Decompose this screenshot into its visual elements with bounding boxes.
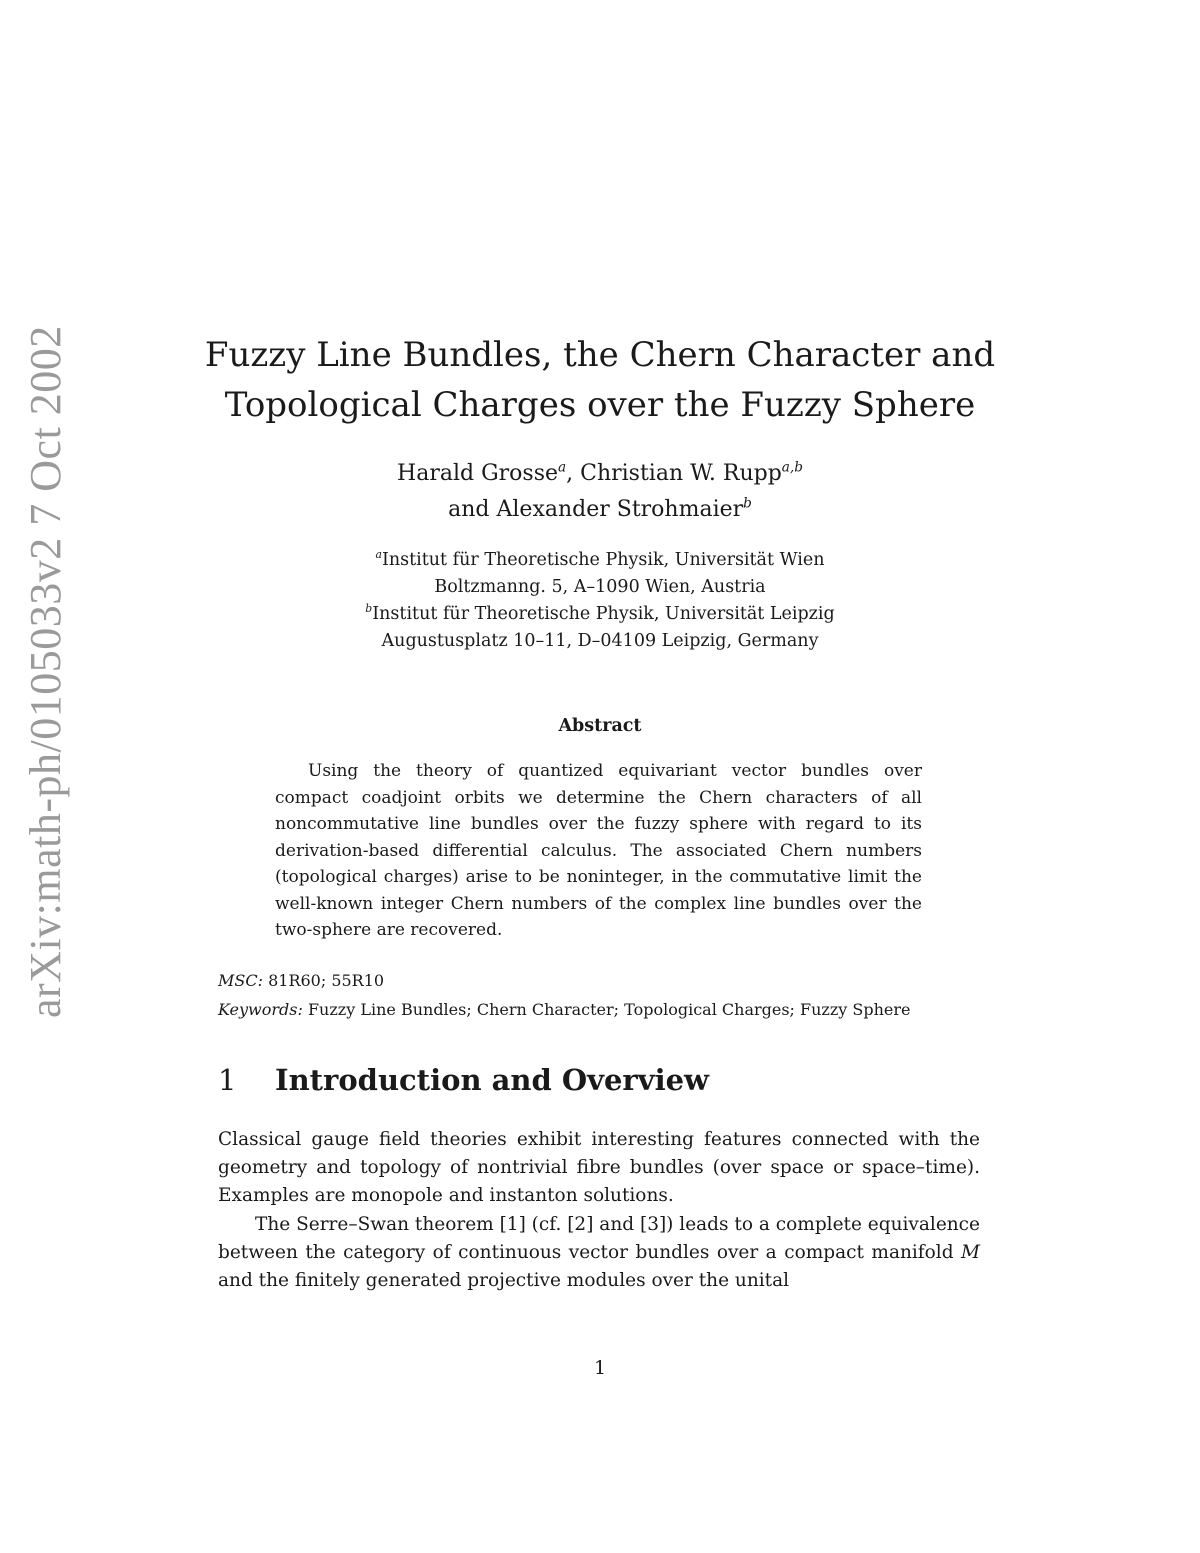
math-variable: M [961,1242,980,1264]
keywords-label: Keywords: [218,1000,303,1019]
keywords-value: Fuzzy Line Bundles; Chern Character; Topological Charges; Fuzzy Sphere [307,1000,911,1019]
body-paragraph-2: The Serre–Swan theorem [1] (cf. [2] and [3]) leads to a complete equivalence between the category of continuous vector bundles over a compact manifold M and the finitely generated projective modules over the unital [218,1214,980,1292]
section-heading [218,1063,709,1097]
abstract-text: Using the theory of quantized equivariant vector bundles over compact coadjoint orbits we determine the Chern characters of all noncommutative line bundles over the fuzzy sphere with regard to its derivation-based differential calculus. The associated Chern numbers (topological charges) arise to be noninteger, in the commutative limit the well-known integer Chern numbers of the complex line bundles over the two-sphere are recovered. [275,761,922,940]
author-name: Christian W. Rupp [580,461,782,486]
author-name: Harald Grosse [397,461,558,486]
keywords-line [218,999,998,1021]
affiliation-marker: a,b [781,459,803,476]
abstract-heading: Abstract [558,716,642,736]
author-separator: , [566,461,581,486]
msc-line [218,970,998,992]
section-title: Introduction and Overview [275,1063,709,1097]
affiliation-b-line-1: $^b$Institut für Theoretische Physik, Universität Leipzig [365,602,835,624]
section-number: 1 [218,1063,237,1097]
affiliation-marker: b [365,602,373,616]
title-line-1: Fuzzy Line Bundles, the Chern Character and [204,335,996,375]
author-conjunction: and [448,497,497,522]
title-line-2: Topological Charges over the Fuzzy Sphere [224,385,976,425]
msc-value: 81R60; 55R10 [268,971,385,990]
affiliation-marker: a [375,548,382,562]
affiliation-marker: b [743,495,752,512]
author-list [200,456,1000,528]
author-line-1 [200,456,1000,492]
author-name: Alexander Strohmaier [496,497,744,522]
affiliation-a-line-2: Boltzmanng. 5, A–1090 Wien, Austria [434,577,766,597]
body-paragraph-1: Classical gauge field theories exhibit interesting features connected with the geometry and topology of nontrivial fibre bundles (over space or space–time). Examples are monopole and instanton solutions. [218,1129,980,1207]
msc-label: MSC: [218,971,263,990]
author-line-2 [200,492,1000,528]
affiliations [200,547,1000,655]
affiliation-b-line-2: Augustusplatz 10–11, D–04109 Leipzig, Germany [381,631,819,651]
paper-title [150,330,1050,430]
page-number: 1 [593,1357,607,1379]
affiliation-marker: a [558,459,567,476]
arxiv-identifier: arXiv:math-ph/0105033v2 7 Oct 2002 [21,325,70,1018]
affiliation-a-line-1: $^a$Institut für Theoretische Physik, Universität Wien [375,548,825,570]
